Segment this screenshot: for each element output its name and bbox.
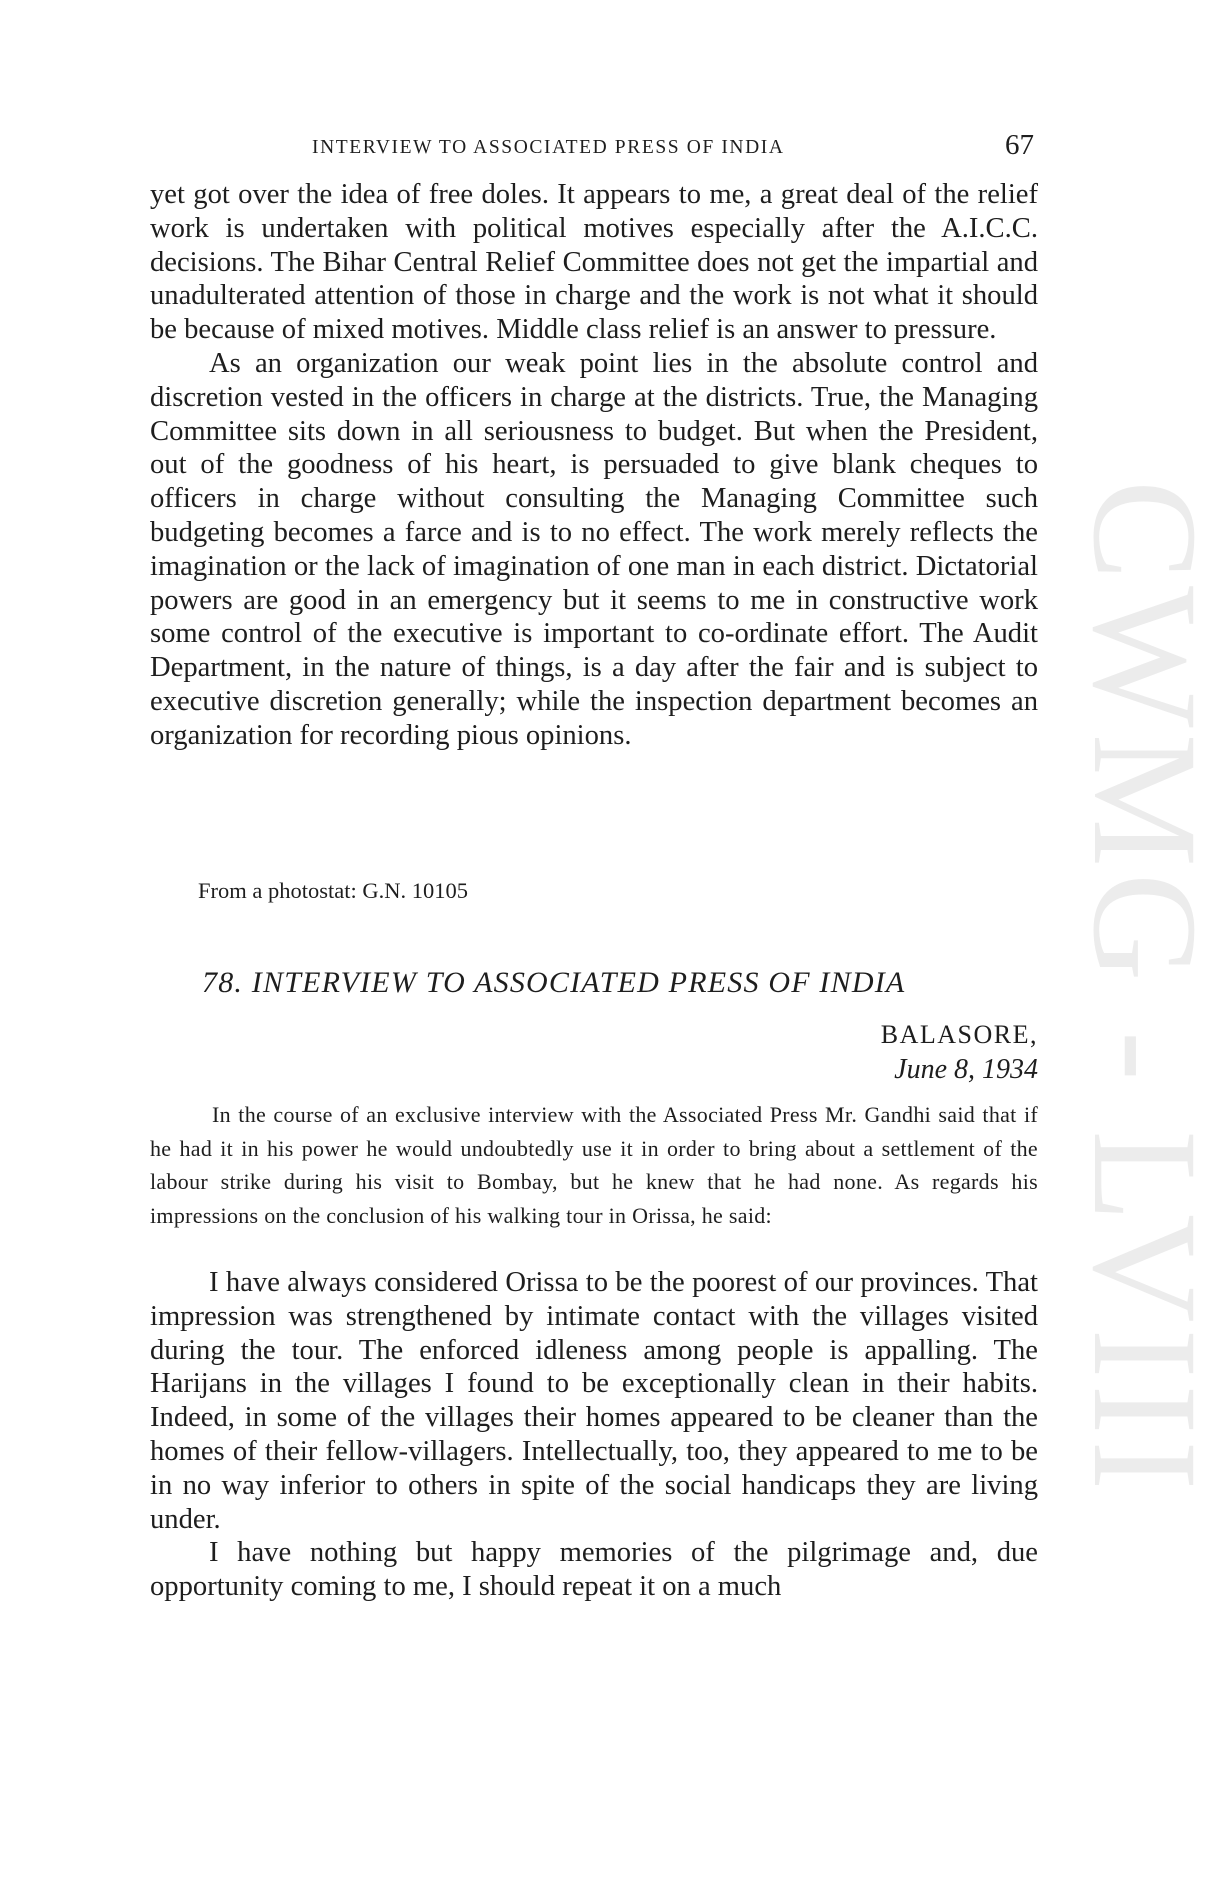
watermark-text: CWMG - LVIII xyxy=(1062,480,1228,1497)
continuation-paragraph: As an organization our weak point lies in the absolute control and discretion vested in the officers in charge at the districts. True, the Managing Committee sits down in all seriousness to budget. But when the President, out of the goodness of his heart, is persuaded to give blank cheques to officers in charge without consulting the Managing Committee such budgeting becomes a farce and is to no effect. The work merely reflects the imagination or the lack of imagination of one man in each district. Dictatorial powers are good in an emergency but it seems to me in constructive work some control of the executive is important to co-ordinate effort. The Audit Department, in the nature of things, is a day after the fair and is subject to executive discretion generally; while the inspection department becomes an organization for recording pious opinions. xyxy=(150,347,1038,751)
intro-paragraph: In the course of an exclusive interview with the Associated Press Mr. Gandhi said that if he had it in his power he would undoubtedly use it in order to bring about a settlement of the labour strike during his visit to Bombay, but he knew that he had none. As regards his impressions on the conclusion of his walking tour in Orissa, he said: xyxy=(150,1102,1038,1228)
continuation-paragraph: yet got over the idea of free doles. It appears to me, a great deal of the relief work is undertaken with political motives especially after the A.I.C.C. decisions. The Bihar Central Relief Committee does not get the impartial and unadulterated attention of those in charge and the work is not what it should be because of mixed motives. Middle class relief is an answer to pressure. xyxy=(150,179,1038,346)
dateline-place: BALASORE, xyxy=(880,1020,1038,1049)
dateline xyxy=(150,1020,1038,1086)
running-head xyxy=(150,125,1038,165)
section-heading: 78. INTERVIEW TO ASSOCIATED PRESS OF INDIA xyxy=(202,966,906,999)
source-citation: From a photostat: G.N. 10105 xyxy=(198,878,468,903)
interview-paragraph: I have always considered Orissa to be the poorest of our provinces. That impression was strengthened by intimate contact with the villages visited during the tour. The enforced idleness among people is appalling. The Harijans in the villages I found to be exceptionally clean in their habits. Indeed, in some of the villages their homes appeared to be cleaner than the homes of their fellow-villagers. Intellectually, too, they appeared to me to be in no way inferior to others in spite of the social handicaps they are living under. xyxy=(150,1267,1038,1535)
page-number: 67 xyxy=(1005,129,1034,161)
interview-paragraph: I have nothing but happy memories of the pilgrimage and, due opportunity coming to me, I should repeat it on a much xyxy=(150,1537,1038,1603)
editorial-intro xyxy=(150,1098,1038,1232)
running-title: INTERVIEW TO ASSOCIATED PRESS OF INDIA xyxy=(312,137,785,158)
interview-text xyxy=(150,1266,1038,1604)
continuation-text xyxy=(150,178,1038,753)
dateline-date: June 8, 1934 xyxy=(894,1054,1038,1085)
